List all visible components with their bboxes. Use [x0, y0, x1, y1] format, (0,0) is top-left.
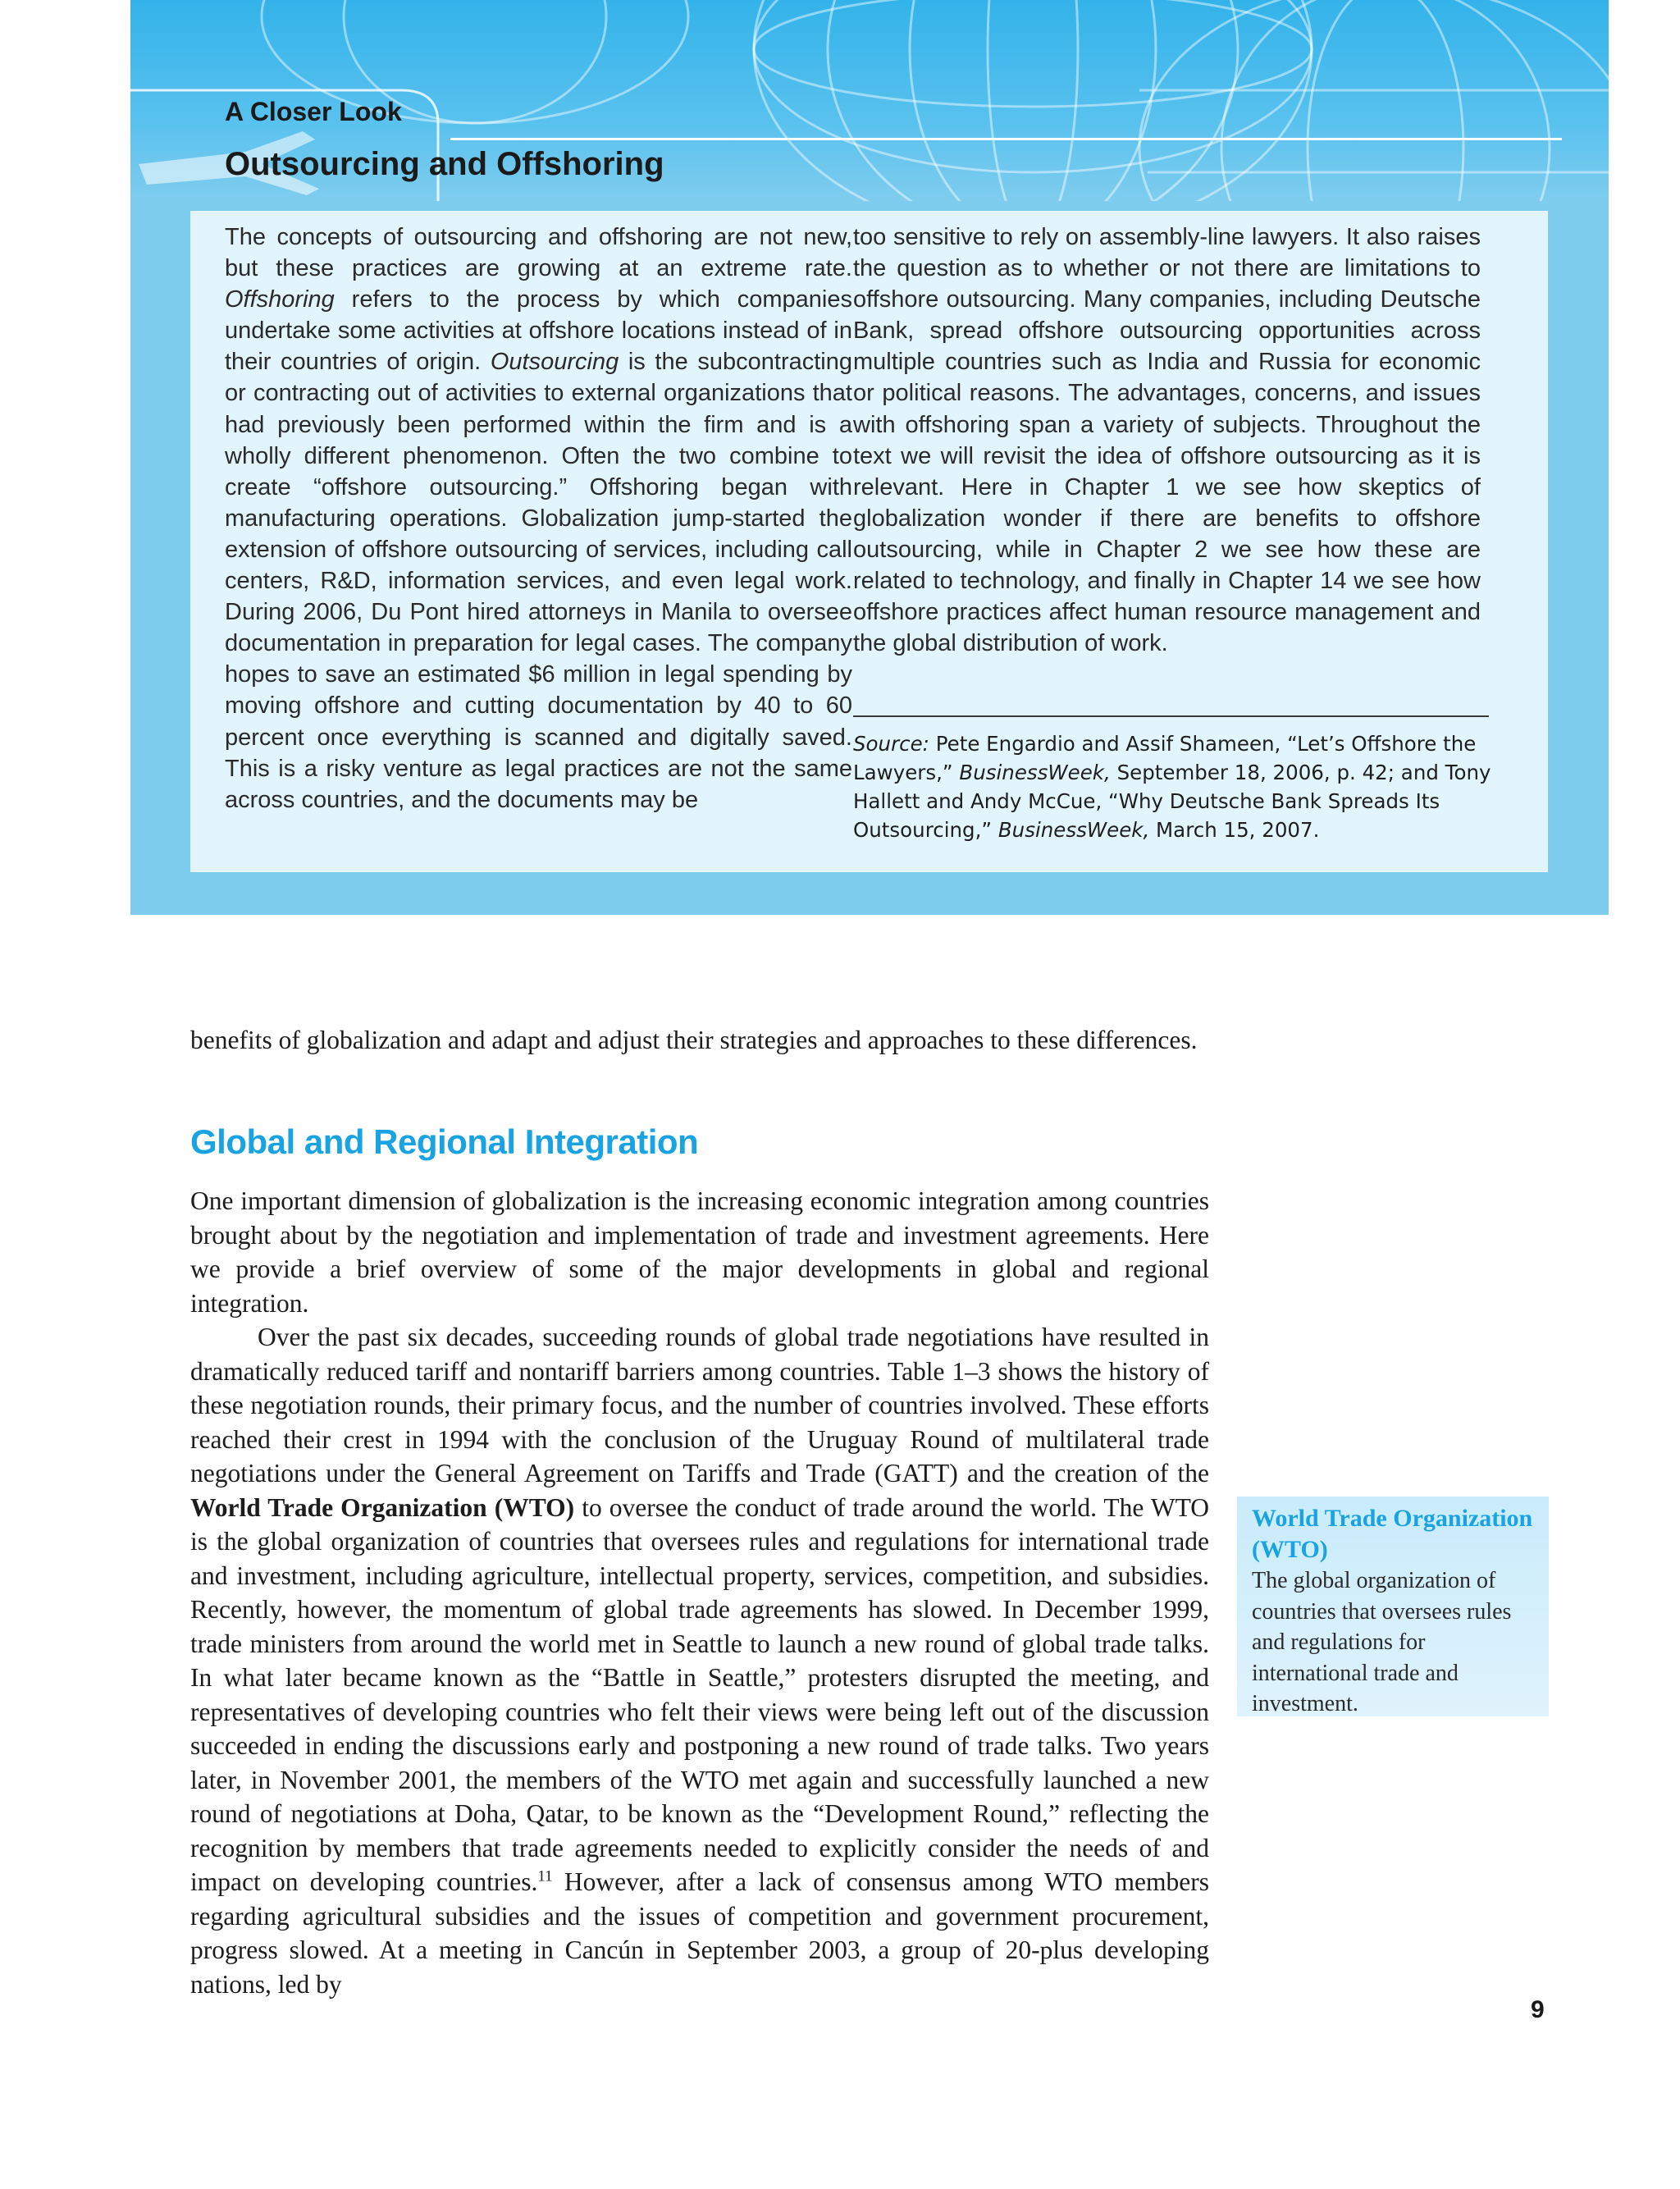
- paragraph-2-text-a: Over the past six decades, succeeding rounds of global trade negotiations have resulted in dramatically reduced tariff and nontariff barriers among countries. Table 1–3 shows the history of these negotiation rounds, their primary focus, and the number of countries involved. These efforts reached their crest in 1994 with the conclusion of the Uruguay Round of multilateral trade negotiations under the General Agreement on Tariffs and Trade (GATT) and the creation of the: [190, 1323, 1209, 1488]
- source-publication-2: BusinessWeek,: [998, 818, 1150, 842]
- closer-look-kicker: A Closer Look: [225, 97, 402, 126]
- closer-look-banner: [130, 0, 1609, 201]
- footnote-reference[interactable]: 11: [537, 1867, 553, 1885]
- glossary-term: World Trade Organization (WTO): [1252, 1505, 1533, 1563]
- closer-look-box: [130, 0, 1609, 915]
- page-number: 9: [1531, 1996, 1545, 2023]
- wto-term: World Trade Organization (WTO): [190, 1492, 575, 1522]
- section-heading: Global and Regional Integration: [190, 1122, 699, 1161]
- outsourcing-term: Outsourcing: [490, 349, 619, 376]
- offshoring-term: Offshoring: [225, 286, 335, 313]
- paragraph-2-text-c: However, after a lack of consensus among WTO members regarding agricultural subsidies and the issues of competition and government procurement, progress slowed. At a meeting in Cancún in September 2003, a group of 20-plus developing nations, led by: [190, 1867, 1209, 1999]
- paragraph-2-text-b: to oversee the conduct of trade around the world. The WTO is the global organization of countries that oversees rules and regulations for international trade and investment, including agriculture, intellectual property, services, competition, and subsidies. Recently, however, the momentum of global trade agreements has slowed. In December 1999, trade ministers from around the world met in Seattle to launch a new round of global trade talks. In what later became known as the “Battle in Seattle,” protesters disrupted the meeting, and representatives of developing countries who felt their views were being left out of the discussion succeeded in ending the discussions early and postponing a new round of trade talks. Two years later, in November 2001, the members of the WTO met again and successfully launched a new round of negotiations at Doha, Qatar, to be known as the “Development Round,” reflecting the recognition by members that trade agreements needed to explicitly consider the needs of and impact on developing countries.: [190, 1492, 1210, 1896]
- source-divider: [853, 715, 1489, 717]
- source-text-1: Pete Engardio and Assif Shameen, “Let’s Offshore the Lawyers,”: [853, 732, 1477, 784]
- source-label: Source:: [853, 732, 929, 756]
- continuation-paragraph: [190, 1023, 1209, 1058]
- source-text-3: March 15, 2007.: [1149, 818, 1320, 842]
- closer-text-1: The concepts of outsourcing and offshoring are not new, but these practices are growing at an extreme rate.: [225, 224, 852, 282]
- continuation-text: benefits of globalization and adapt and adjust their strategies and approaches to these differences.: [190, 1026, 1198, 1054]
- closer-right-text: too sensitive to rely on assembly-line lawyers. It also raises the question as to whether or not there are limitations to offshore outsourcing. Many companies, including Deutsche Bank, spread offshore outsourcing opportunities across multiple countries such as India and Russia for economic or political reasons. The advantages, concerns, and issues with offshoring span a variety of subjects. Throughout the text we will revisit the idea of offshore outsourcing as it is relevant. Here in Chapter 1 we see how skeptics of globalization wonder if there are benefits to offshore outsourcing, while in Chapter 2 we see how these are related to technology, and finally in Chapter 14 we see how offshore practices affect human resource management and the global distribution of work.: [853, 224, 1481, 657]
- closer-look-title: Outsourcing and Offshoring: [225, 146, 664, 182]
- source-text-2: September 18, 2006, p. 42; and Tony Hallett and Andy McCue, “Why Deutsche Bank Spreads Its Outsourcing,”: [853, 761, 1491, 842]
- closer-look-panel: [190, 211, 1548, 872]
- glossary-definition: The global organization of countries that oversees rules and regulations for international trade and investment.: [1252, 1568, 1512, 1716]
- closer-look-right-column: [853, 222, 1481, 659]
- closer-text-3: is the subcontracting or contracting out of activities to external organizations that had previously been performed within the firm and is a wholly different phenomenon. Often the two combine to create “offshore outsourcing.” Offshoring began with manufacturing operations. Globalization jump-started the extension of offshore outsourcing of services, including call centers, R&D, information services, and even legal work. During 2006, Du Pont hired attorneys in Manila to oversee documentation in preparation for legal cases. The company hopes to save an estimated $6 million in legal spending by moving offshore and cutting documentation by 40 to 60 percent once everything is scanned and digitally saved. This is a risky venture as legal practices are not the same across countries, and the documents may be: [225, 349, 853, 813]
- body-text: [190, 1184, 1209, 2001]
- paragraph-2: [190, 1320, 1209, 2001]
- source-publication-1: BusinessWeek,: [959, 761, 1111, 784]
- source-citation: [853, 729, 1493, 844]
- paragraph-1: One important dimension of globalization is the increasing economic integration among countries brought about by the negotiation and implementation of trade and investment agreements. Here we provide a brief overview of some of the major developments in global and regional integration.: [190, 1186, 1209, 1318]
- closer-text-2: refers to the process by which companies undertake some activities at offshore locations instead of in their countries of origin.: [225, 286, 852, 376]
- closer-look-left-column: [225, 222, 852, 816]
- banner-divider: [450, 138, 1562, 140]
- margin-glossary: [1237, 1497, 1549, 1716]
